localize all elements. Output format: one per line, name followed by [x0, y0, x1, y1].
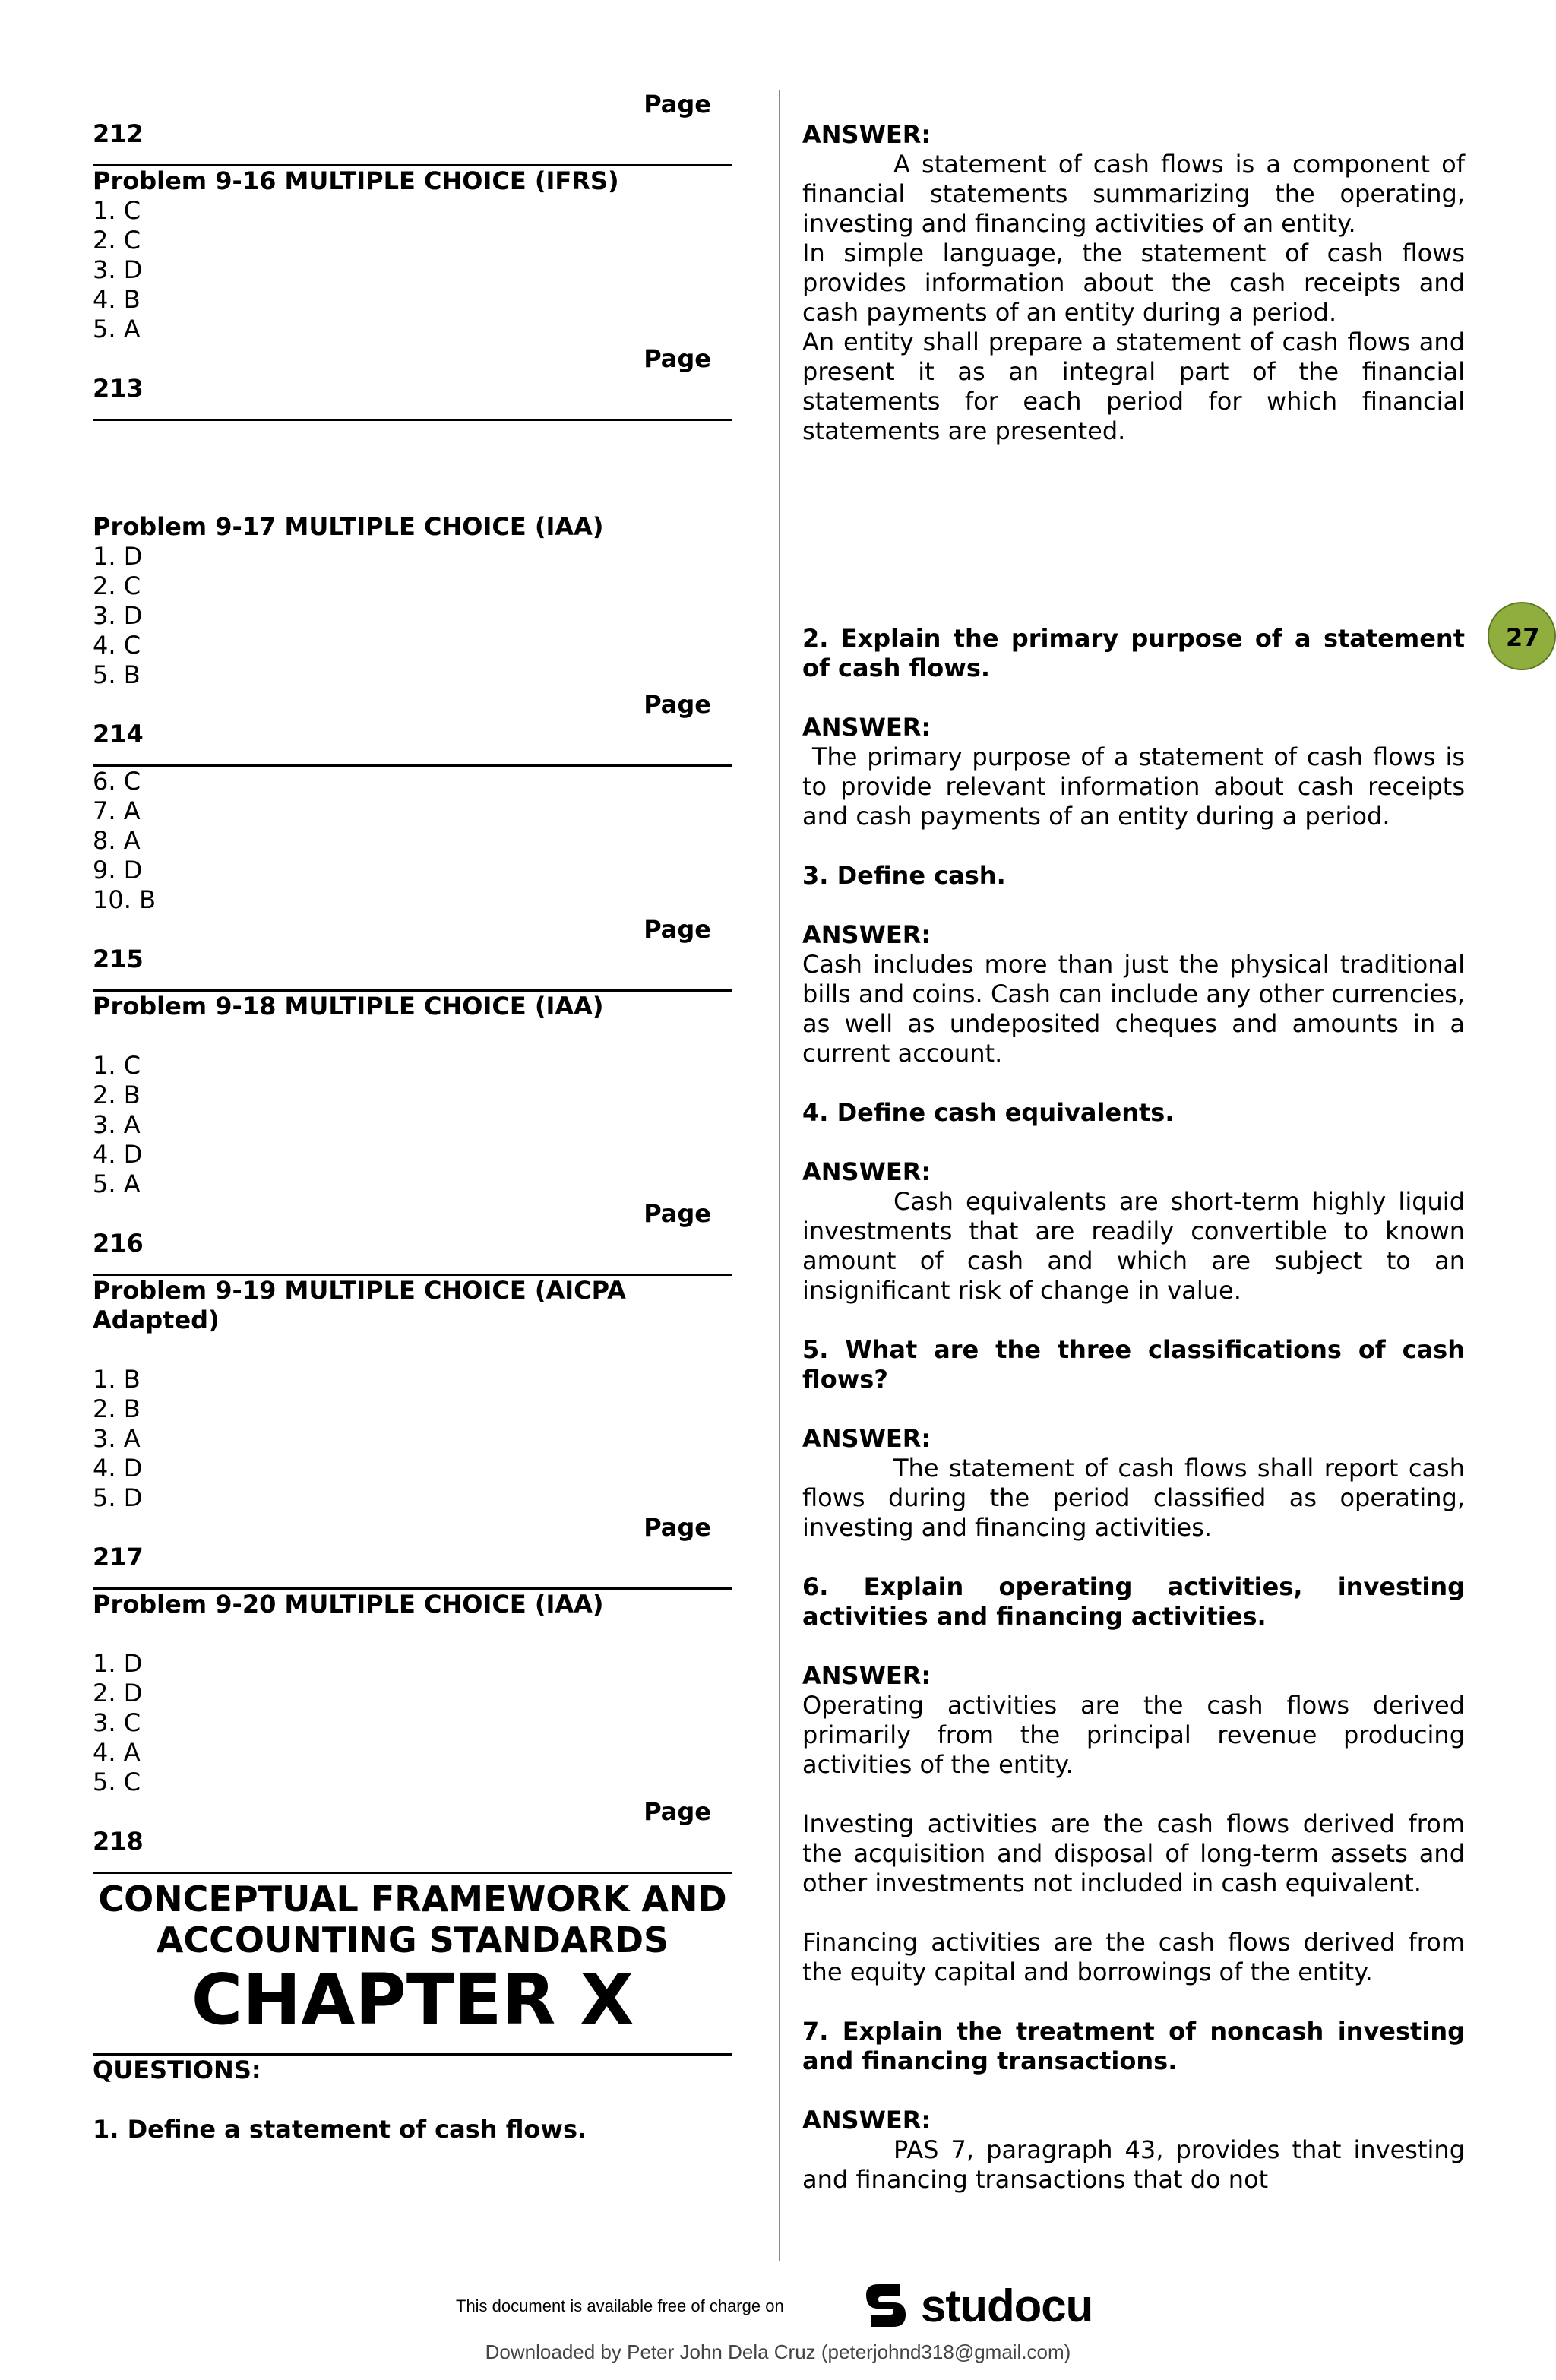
page-label: Page — [644, 690, 711, 719]
answer-item: 9. D — [93, 856, 143, 885]
answer-label: ANSWER: — [802, 920, 931, 949]
answer-item: 2. D — [93, 1679, 143, 1707]
question-3: 3. Define cash. — [802, 861, 1006, 890]
answer-label: ANSWER: — [802, 713, 931, 742]
studocu-logo-icon — [859, 2278, 913, 2333]
answer-text: The statement of cash flows shall report cash flows during the period classified as operating, investing and financing activities. — [802, 1454, 1465, 1542]
answer-text: PAS 7, paragraph 43, provides that investing and financing transactions that do not — [802, 2135, 1465, 2194]
answer-label: ANSWER: — [802, 2106, 931, 2135]
answer-item: 3. C — [93, 1708, 141, 1737]
question-7: 7. Explain the treatment of noncash investing and financing transactions. — [802, 2017, 1465, 2075]
page-number: 214 — [93, 720, 144, 748]
studocu-brand: studocu — [921, 2280, 1093, 2331]
page-number: 215 — [93, 945, 144, 973]
answer-text: The primary purpose of a statement of cash flows is to provide relevant information about cash receipts and cash payments of an entity during a period. — [802, 742, 1473, 831]
footer-availability: This document is available free of charge on — [456, 2296, 784, 2315]
answer-item: 5. B — [93, 660, 141, 689]
answer-label: ANSWER: — [802, 1661, 931, 1690]
answer-text: An entity shall prepare a statement of cash flows and present it as an integral part of the financial statements for each period for which financial statements are presented. — [802, 328, 1465, 445]
page-number: 213 — [93, 374, 144, 403]
problem-title: Problem 9-20 MULTIPLE CHOICE (IAA) — [93, 1590, 604, 1619]
answer-item: 5. A — [93, 315, 141, 343]
answer-item: 4. D — [93, 1454, 143, 1483]
page-number-badge: 27 — [1488, 602, 1556, 670]
page-number: 212 — [93, 119, 144, 148]
answer-label: ANSWER: — [802, 120, 931, 149]
problem-title: Problem 9-19 MULTIPLE CHOICE (AICPA — [93, 1276, 626, 1305]
answer-item: 1. C — [93, 1051, 141, 1080]
answer-text: A statement of cash flows is a component of financial statements summarizing the operating, investing and financing activities of an entity. — [802, 150, 1465, 238]
answer-item: 4. D — [93, 1140, 143, 1169]
answer-item: 1. D — [93, 1649, 143, 1678]
answer-item: 4. A — [93, 1738, 141, 1767]
page-label: Page — [644, 344, 711, 373]
answer-list — [93, 1649, 732, 1797]
chapter-heading: CONCEPTUAL FRAMEWORK AND — [98, 1878, 727, 1920]
answer-text: Cash includes more than just the physical traditional bills and coins. Cash can include any other currencies, as well as undeposited cheques and amounts in a current account. — [802, 950, 1465, 1068]
answer-item: 4. B — [93, 285, 141, 314]
answer-item: 2. C — [93, 571, 141, 600]
answer-text: Cash equivalents are short-term highly liquid investments that are readily convertible to known amount of cash and which are subject to an insignificant risk of change in value. — [802, 1187, 1465, 1305]
answer-list — [93, 542, 732, 690]
problem-title-cont: Adapted) — [93, 1306, 220, 1334]
answer-item: 1. C — [93, 196, 141, 225]
answer-label: ANSWER: — [802, 1157, 931, 1186]
problem-title: Problem 9-17 MULTIPLE CHOICE (IAA) — [93, 512, 604, 541]
questions-label: QUESTIONS: — [93, 2056, 261, 2084]
studocu-logo[interactable] — [859, 2275, 1093, 2336]
left-column — [93, 90, 732, 2144]
page-label: Page — [644, 1797, 711, 1826]
page-label: Page — [644, 1513, 711, 1542]
question-5: 5. What are the three classifications of cash flows? — [802, 1335, 1465, 1394]
answer-item: 5. A — [93, 1169, 141, 1198]
answer-item: 5. D — [93, 1483, 143, 1512]
answer-item: 8. A — [93, 826, 141, 855]
answer-list — [93, 1051, 732, 1199]
answer-item: 3. A — [93, 1424, 141, 1453]
column-divider — [779, 90, 780, 2261]
question-2: 2. Explain the primary purpose of a statement of cash flows. — [802, 624, 1465, 682]
answer-item: 2. B — [93, 1081, 141, 1109]
answer-list — [93, 1365, 732, 1513]
chapter-title: CHAPTER X — [191, 1959, 634, 2040]
question-4: 4. Define cash equivalents. — [802, 1098, 1175, 1127]
answer-text: In simple language, the statement of cash flows provides information about the cash receipts and cash payments of an entity during a period. — [802, 239, 1465, 327]
page-label: Page — [644, 90, 711, 119]
answer-text: Financing activities are the cash flows derived from the equity capital and borrowings of the entity. — [802, 1928, 1465, 1986]
chapter-heading-line2: ACCOUNTING STANDARDS — [156, 1920, 669, 1961]
answer-item: 1. B — [93, 1365, 141, 1394]
section-rule — [93, 1872, 732, 1874]
problem-title: Problem 9-18 MULTIPLE CHOICE (IAA) — [93, 992, 604, 1021]
answer-text: Investing activities are the cash flows derived from the acquisition and disposal of long-term assets and other investments not included in cash equivalent. — [802, 1809, 1465, 1897]
answer-label: ANSWER: — [802, 1424, 931, 1453]
page-number: 216 — [93, 1229, 144, 1258]
question-6: 6. Explain operating activities, investing activities and financing activities. — [802, 1572, 1465, 1631]
answer-item: 2. B — [93, 1394, 141, 1423]
page-label: Page — [644, 915, 711, 944]
page-number: 217 — [93, 1543, 144, 1571]
question-1: 1. Define a statement of cash flows. — [93, 2115, 587, 2144]
answer-item: 10. B — [93, 885, 157, 914]
footer-downloaded-by: Downloaded by Peter John Dela Cruz (peterjohnd318@gmail.com) — [485, 2340, 1071, 2363]
answer-item: 7. A — [93, 796, 141, 825]
answer-item: 2. C — [93, 226, 141, 255]
page-number: 218 — [93, 1827, 144, 1856]
answer-list — [93, 196, 732, 344]
answer-item: 6. C — [93, 767, 141, 796]
answer-text: Operating activities are the cash flows derived primarily from the principal revenue producing activities of the entity. — [802, 1691, 1465, 1779]
problem-title: Problem 9-16 MULTIPLE CHOICE (IFRS) — [93, 166, 619, 195]
answer-list — [93, 767, 732, 915]
answer-item: 3. A — [93, 1110, 141, 1139]
answer-item: 5. C — [93, 1768, 141, 1796]
right-column — [802, 120, 1473, 2195]
answer-item: 3. D — [93, 255, 143, 284]
answer-item: 4. C — [93, 631, 141, 660]
answer-item: 1. D — [93, 542, 143, 571]
page-label: Page — [644, 1199, 711, 1228]
answer-item: 3. D — [93, 601, 143, 630]
